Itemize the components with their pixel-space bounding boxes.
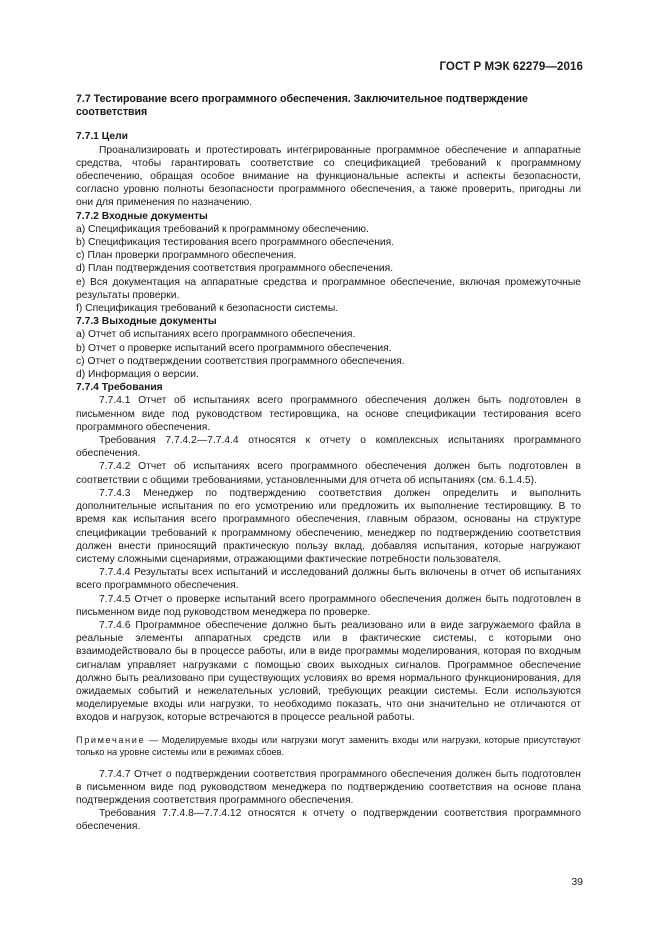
- list-item: d) План подтверждения соответствия программного обеспечения.: [76, 263, 394, 275]
- note-label: Примечание: [76, 734, 146, 745]
- subsection-heading-7-7-1: 7.7.1 Цели: [76, 131, 129, 143]
- list-item: e) Вся документация на аппаратные средства и программное обеспечение, включая промежуточные результаты проверки.: [76, 276, 581, 301]
- note-text: — Моделируемые входы или нагрузки могут заменить входы или нагрузки, которые присутствуют только на уровне системы или в режимах сбоев.: [76, 734, 581, 757]
- paragraph-requirements-range: Требования 7.7.4.2—7.7.4.4 относятся к отчету о комплексных испытаниях программного обеспечения.: [76, 435, 581, 460]
- paragraph-7-7-4-4: 7.7.4.4 Результаты всех испытаний и исследований должны быть включены в отчет об испытаниях всего программного обеспечения.: [76, 567, 581, 592]
- list-item: a) Спецификация требований к программному обеспечению.: [76, 223, 369, 235]
- paragraph-7-7-4-7: 7.7.4.7 Отчет о подтверждении соответствия программного обеспечения должен быть подготовлен в письменном виде под руководством менеджера по подтверждению соответствия на основе плана подтверждения соответствия программного обеспечения.: [76, 768, 581, 806]
- section-title: 7.7 Тестирование всего программного обеспечения. Заключительное подтверждение соответствия: [76, 93, 528, 119]
- list-item: d) Информация о версии.: [76, 369, 199, 381]
- list-item: c) План проверки программного обеспечения.: [76, 250, 297, 262]
- paragraph-7-7-4-1: 7.7.4.1 Отчет об испытаниях всего программного обеспечения должен быть подготовлен в письменном виде под руководством тестировщика, на основе спецификации тестирования всего программного обеспечения.: [76, 395, 581, 433]
- paragraph-requirements-range-2: Требования 7.7.4.8—7.7.4.12 относятся к отчету о подтверждении соответствия программного обеспечения.: [76, 808, 581, 833]
- paragraph-goals: Проанализировать и протестировать интегрированные программное обеспечение и аппаратные средства, чтобы гарантировать соответствие со спецификацией требований к программному обеспечению, обращая особое внимание на функциональные аспекты и аспекты безопасности, согласно уровню полноты безопасности программного обеспечения, а также проверить, пригодны ли они для применения по назначению.: [76, 144, 581, 209]
- subsection-heading-7-7-4: 7.7.4 Требования: [76, 382, 163, 394]
- subsection-heading-7-7-3: 7.7.3 Выходные документы: [76, 316, 217, 328]
- list-item: c) Отчет о подтверждении соответствия программного обеспечения.: [76, 355, 405, 367]
- paragraph-7-7-4-3: 7.7.4.3 Менеджер по подтверждению соответствия должен определить и выполнить дополнительные испытания по его усмотрению или предложить их выполнение тестировщику. В то время как испытания всего программного обеспечения, главным образом, основаны на структуре спецификации требований к программному обеспечению, менеджер по подтверждению соответствия должен внести приносящий практическую пользу вклад, добавляя испытания, которые нагружают систему сложными сценариями, отражающими фактические потребности пользователя.: [76, 487, 581, 565]
- paragraph-7-7-4-6: 7.7.4.6 Программное обеспечение должно быть реализовано или в виде загружаемого файла в реальные элементы аппаратных средств или в фактические системы, с которыми оно взаимодействовало бы в процессе работы, или в виде программы моделирования, которая по входным сигналам управляет нагрузками с помощью своих выходных сигналов. Программное обеспечение должно быть реализовано при существующих условиях во время нормального функционирования, для ожидаемых событий и нежелательных условий, требующих реакции системы. Если используются моделируемые входы или нагрузки, то необходимо показать, что они значительно не отличаются от входов и нагрузок, которые встречаются в процессе реальной работы.: [76, 619, 581, 724]
- subsection-heading-7-7-2: 7.7.2 Входные документы: [76, 210, 208, 222]
- document-header: ГОСТ Р МЭК 62279—2016: [439, 61, 583, 73]
- list-item: b) Отчет о проверке испытаний всего программного обеспечения.: [76, 342, 392, 354]
- page-number: 39: [571, 876, 583, 888]
- list-item: f) Спецификация требований к безопасности системы.: [76, 303, 339, 315]
- paragraph-7-7-4-5: 7.7.4.5 Отчет о проверке испытаний всего программного обеспечения должен быть подготовлен в письменном виде под руководством менеджера по проверке.: [76, 593, 581, 618]
- paragraph-7-7-4-2: 7.7.4.2 Отчет об испытаниях всего программного обеспечения должен быть подготовлен в соответствии с общими требованиями, установленными для отчета об испытаниях (см. 6.1.4.5).: [76, 461, 581, 486]
- document-body: [76, 93, 581, 834]
- note: [76, 734, 581, 758]
- list-item: b) Спецификация тестирования всего программного обеспечения.: [76, 237, 395, 249]
- list-item: a) Отчет об испытаниях всего программного обеспечения.: [76, 329, 356, 341]
